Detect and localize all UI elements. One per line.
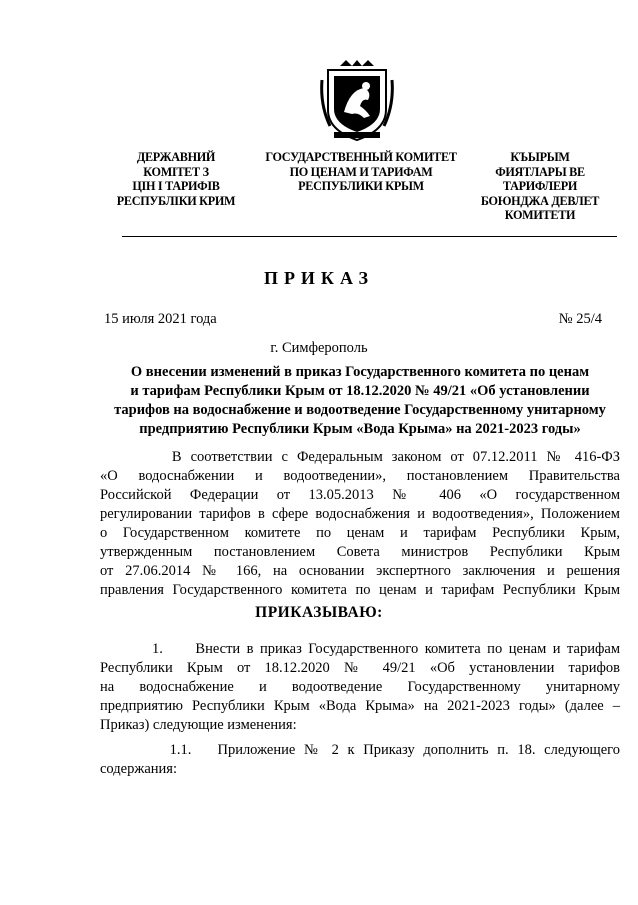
heading-line: О внесении изменений в приказ Государственного комитета по ценам [130,364,590,380]
header-line: БОЮНДЖА ДЕВЛЕТ [480,193,600,208]
item-1-1-paragraph [100,741,620,779]
coat-of-arms-emblem [320,60,394,142]
header-line: РЕСПУБЛІКИ КРИМ [116,193,236,208]
text-line: Республики Крым от 18.12.2020 № 49/21 «Об установлении тарифов [100,660,620,676]
text-line: 1.1. Приложение № 2 к Приказу дополнить п. 18. следующего [100,742,620,758]
header-line: ТАРИФЛЕРИ [502,179,578,193]
document-number: № 25/4 [558,311,602,327]
header-line: КОМІТЕТ З [143,164,209,179]
header-left-name [108,150,244,208]
header-line: ФИЯТЛАРЫ ВЕ [495,164,585,179]
heading-line: предприятию Республики Крым «Вода Крыма» на 2021-2023 годы» [139,421,581,437]
order-word: ПРИКАЗЫВАЮ: [255,604,383,621]
header-line: ДЕРЖАВНИЙ [136,150,216,164]
document-title: ПРИКАЗ [263,268,375,288]
document-heading [100,363,620,439]
preamble-paragraph [100,448,620,600]
text-line: «О водоснабжении и водоотведении», постановлением Правительства [100,468,620,484]
header-line: РЕСПУБЛИКИ КРЫМ [298,179,424,193]
header-line: КОМИТЕТИ [504,208,576,222]
heading-line: и тарифам Республики Крым от 18.12.2020 № 49/21 «Об установлении [130,383,590,399]
text-line: 1. Внести в приказ Государственного комитета по ценам и тарифам [100,641,620,657]
text-line: содержания: [100,761,178,777]
header-line: ГОСУДАРСТВЕННЫЙ КОМИТЕТ [265,150,457,164]
text-line: о Государственном комитете по ценам и тарифам Республики Крым, [100,525,620,541]
header-center-name [256,150,466,194]
header-line: ЦІН І ТАРИФІВ [132,179,220,193]
header-right-name [470,150,610,223]
text-line: на водоснабжение и водоотведение Государственному унитарному [100,679,620,695]
item-1-paragraph [100,640,620,735]
text-line: предприятию Республики Крым «Вода Крыма» на 2021-2023 годы» (далее – [100,698,620,714]
document-city: г. Симферополь [270,340,368,356]
text-line: утвержденным постановлением Совета министров Республики Крым [100,544,620,560]
text-line: Российской Федерации от 13.05.2013 № 406 «О государственном [100,487,620,503]
heading-line: тарифов на водоснабжение и водоотведение Государственному унитарному [114,402,606,418]
header-line: ПО ЦЕНАМ И ТАРИФАМ [289,164,433,179]
text-line: от 27.06.2014 № 166, на основании экспертного заключения и решения [100,563,620,579]
header-divider [122,236,617,237]
header-line: КЪЫРЫМ [510,150,570,164]
text-line: регулировании тарифов в сфере водоснабжения и водоотведения», Положением [100,506,620,522]
text-line: правления Государственного комитета по ценам и тарифам Республики Крым [100,582,620,598]
document-date: 15 июля 2021 года [104,311,217,327]
text-line: В соответствии с Федеральным законом от 07.12.2011 № 416-ФЗ [100,449,620,465]
text-line: Приказ) следующие изменения: [100,717,297,733]
